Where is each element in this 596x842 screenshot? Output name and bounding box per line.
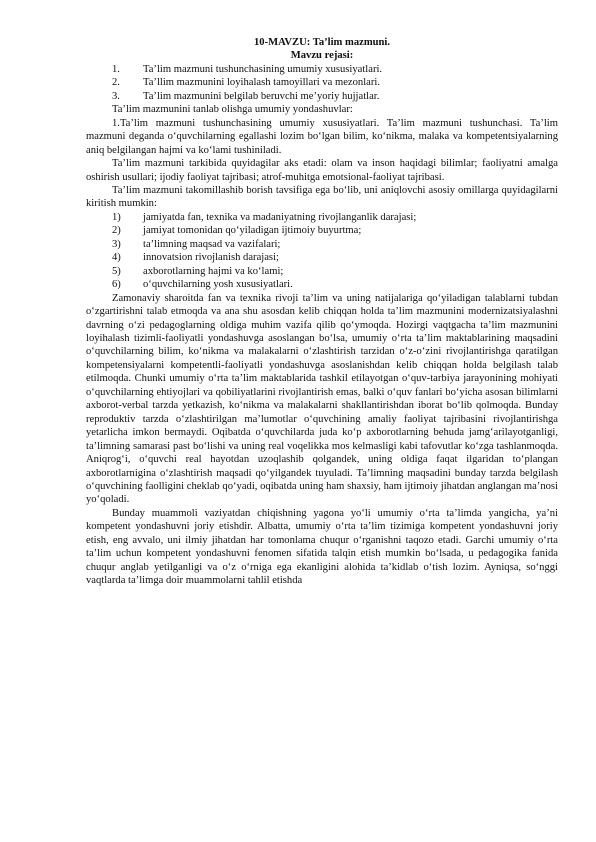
paragraph: Bunday muammoli vaziyatdan chiqishning yagona yo‘li umumiy o‘rta ta’limda yangicha, ya’ni kompetent yondashuvni joriy etishdir. Albatta, umumiy o‘rta ta’lim tizimiga kompetent yondashuvni joriy etish, eng avvalo, uni ilmiy jihatdan har tomonlama chuqur o‘rganishni taqozo etadi. Garchi umumiy o‘rta ta’lim uchun kompetent yondashuvni fenomen sifatida talqin etish mumkin bo‘lsada, u pedagogika fanida chuqur anglab yetilganligi va o‘z o‘rniga ega ekanligini alohida ta’kidlab o‘tish lozim. Ayniqsa, so‘nggi vaqtlarda ta’limga doir muammolarni tahlil etishda	[86, 507, 558, 587]
list-item	[86, 76, 558, 89]
list-item-number: 2)	[112, 225, 121, 237]
list-item-number: 4)	[112, 252, 121, 264]
list-item-text: jamiyat tomonidan qo‘yiladigan ijtimoiy buyurtma;	[143, 225, 362, 237]
list-item-text: Ta’lim mazmunini belgilab beruvchi me’yoriy hujjatlar.	[143, 90, 380, 102]
factors-list	[86, 211, 558, 292]
plan-list	[86, 63, 558, 103]
list-item	[86, 211, 558, 224]
list-item-number: 6)	[112, 279, 121, 291]
list-item-text: jamiyatda fan, texnika va madaniyatning rivojlanganlik darajasi;	[143, 211, 417, 223]
list-item-text: innovatsion rivojlanish darajasi;	[143, 252, 279, 264]
list-item-text: axborotlarning hajmi va ko‘lami;	[143, 265, 284, 277]
list-item-number: 2.	[112, 77, 120, 89]
list-item-text: Ta’llim mazmunini loyihalash tamoyillari va mezonlari.	[143, 77, 380, 89]
list-item-number: 5)	[112, 265, 121, 277]
list-item	[86, 251, 558, 264]
document-page	[86, 36, 558, 588]
paragraph: 1.Ta’lim mazmuni tushunchasining umumiy xususiyatlari. Ta’lim mazmuni tushunchasi. Ta’lim mazmuni deganda o‘quvchilarning egallashi lozim bo‘lgan bilim, ko‘nikma, malaka va kompetentsiyalarning aniq belgilangan hajmi va ko‘lami tushiniladi.	[86, 117, 558, 156]
document-title: 10-MAVZU: Ta’lim mazmuni.	[253, 37, 391, 48]
list-item-number: 3.	[112, 90, 120, 102]
paragraph: Ta’lim mazmuni takomillashib borish tavsifiga ega bo‘lib, uni aniqlovchi asosiy omillarga quyidagilarni kiritish mumkin:	[86, 184, 558, 210]
list-item	[86, 90, 558, 103]
list-item-number: 1)	[112, 211, 121, 223]
list-item-number: 1.	[112, 63, 120, 75]
list-item-text: ta’limning maqsad va vazifalari;	[143, 238, 281, 250]
paragraph: Ta’lim mazmuni tarkibida quyidagilar aks etadi: olam va inson haqidagi bilimlar; faoliyatni amalga oshirish usullari; ijodiy faoliyat tajribasi; atrof-muhitga emotsional-faoliyat tajribasi.	[86, 158, 558, 183]
list-item	[86, 278, 558, 291]
list-item	[86, 63, 558, 76]
list-item	[86, 238, 558, 251]
list-item	[86, 224, 558, 237]
list-item-number: 3)	[112, 238, 121, 250]
list-item-text: o‘quvchilarning yosh xususiyatlari.	[143, 279, 293, 291]
paragraph: Zamonaviy sharoitda fan va texnika rivoji ta’lim va uning natijalariga qo‘yiladigan talablarni tubdan o‘zgartirishni talab etmoqda va ana shu asosdan kelib chiqqan holda ta’lim mazmunini modernizatsiyalashni davrning o‘zi pedagoglarning oldiga muhim vazifa qilib qo‘ymoqda. Hozirgi vaqtgacha ta’lim mazmunini loyihalash tizimli-faoliyatli yondashuvga asoslangan bo‘lsa, umumiy o‘rta ta’lim maktablarining maqsadini o‘quvchilarning bilim, ko‘nikma va malakalarni o‘zlashtirish tarzidan o‘z-o‘zini rivojlantirishga qaratilgan kompetensiyalarni kompetentli-faoliyatli yondashuvga asoslanishdan kelib chiqqan holda belgilash talab etilmoqda. Chunki umumiy o‘rta ta’lim maktablarida tashkil etilayotgan o‘quv-tarbiya jarayonining mohiyati o‘quvchilarning ehtiyojlari va qobiliyatlarini rivojlantirish emas, balki o‘quv fanlari bo‘yicha asosan bilimlarni axborot-verbal tarzda yetkazish, ko‘nikma va malakalarni shakllantirishdan iborat bo‘lib qolmoqda. Bunday reproduktiv tarzda o‘zlashtirilgan ma’lumotlar o‘quvchining amaliy faoliyat tajribasini rivojlantirishga yetarlicha imkon bermaydi. Oqibatda o‘quvchilarda juda ko‘p axborotlarning behuda jamg‘arilayotganligi, ta’limning samarasi past bo‘lishi va uning real voqelikka mos kelmasligi kabi tafovutlar ko‘zga tashlanmoqda. Aniqrog‘i, o‘quvchi real hayotdan uzoqlashib qolgandek, uning oldiga faqat ilgaridan to‘plangan axborotlarnigina o‘zlashtirish maqsadi qo‘yilgandek tuyuladi. Ta’limning maqsadini bunday tarzda belgilash o‘quvchining faolligini cheklab qo‘yadi, oqibatda uning ham shaxsiy, ham ijtimoiy jihatdan anglangan ma’nosi yo‘qoladi.	[86, 292, 558, 506]
list-item-text: Ta’lim mazmuni tushunchasining umumiy xususiyatlari.	[143, 63, 383, 75]
plan-heading: Mavzu rejasi:	[290, 50, 354, 62]
paragraph: Ta’lim mazmunini tanlab olishga umumiy yondashuvlar:	[112, 104, 353, 116]
list-item	[86, 265, 558, 278]
